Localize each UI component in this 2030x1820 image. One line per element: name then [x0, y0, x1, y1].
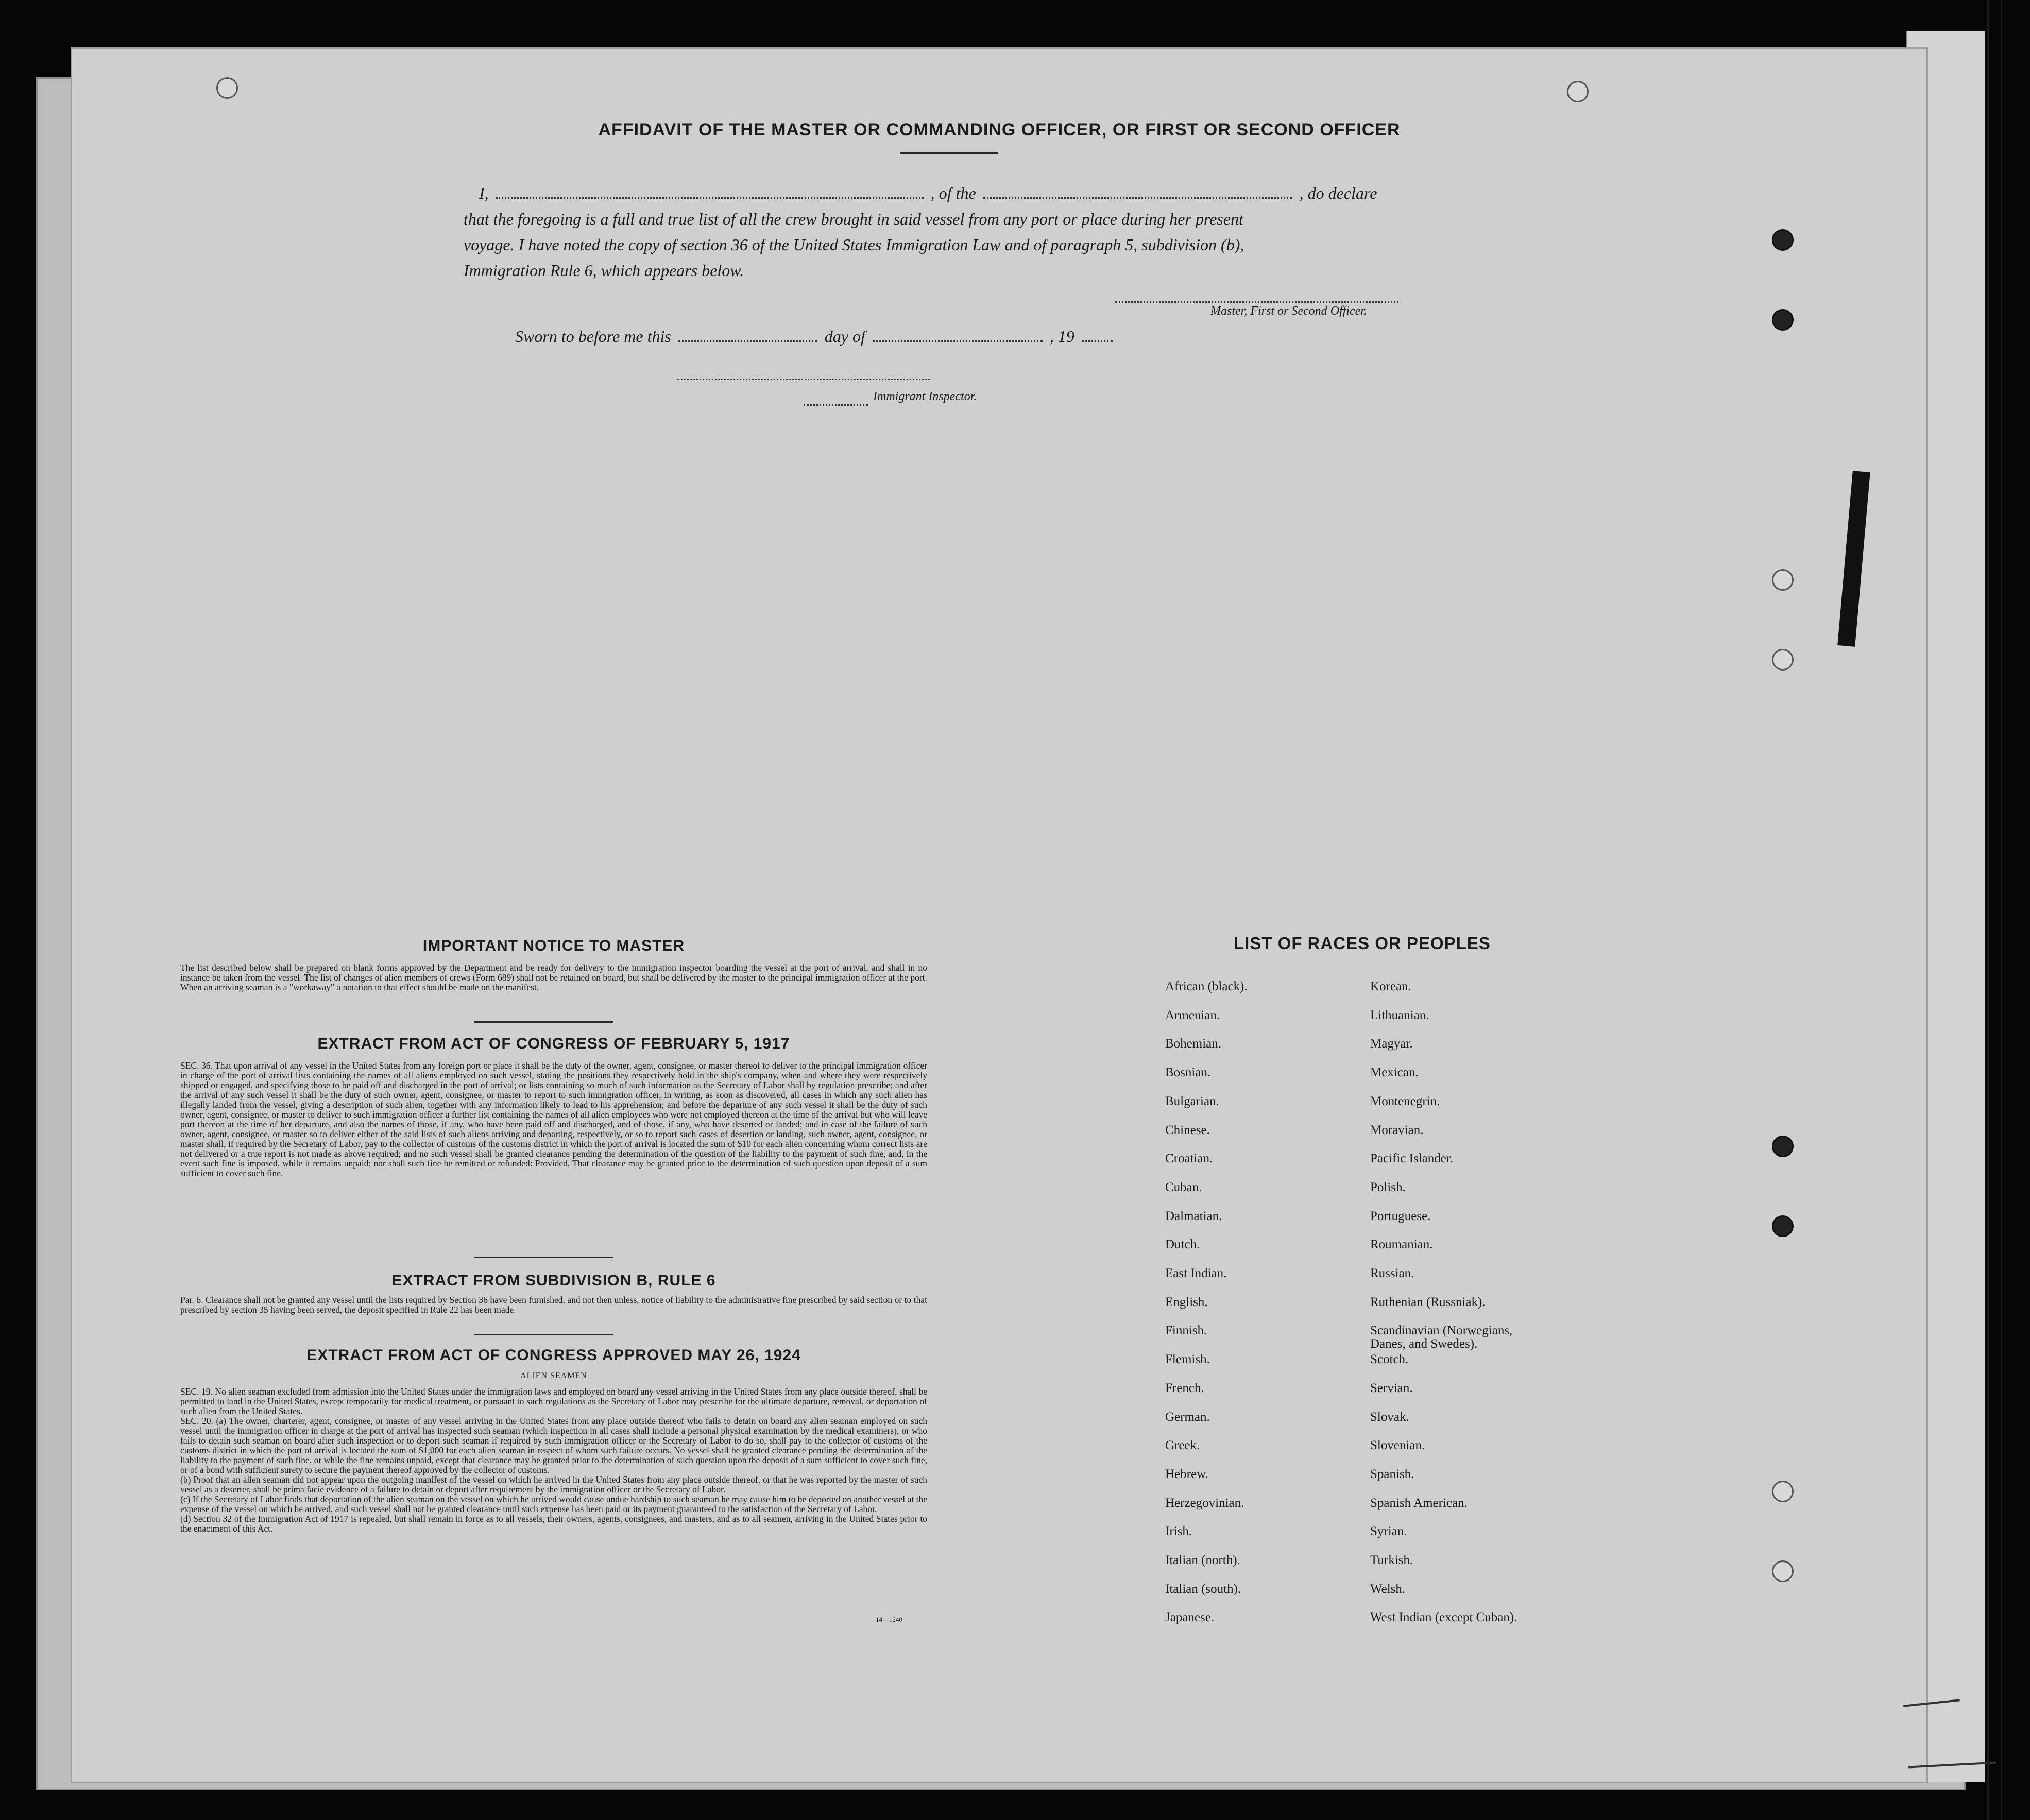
master-signature-label: Master, First or Second Officer. [1210, 304, 1367, 318]
vessel-field[interactable] [983, 185, 1292, 199]
race-item: Moravian. [1370, 1123, 1424, 1137]
punch-hole-icon [1772, 569, 1794, 591]
race-item: Slovenian. [1370, 1438, 1425, 1453]
page-edge [1987, 0, 1989, 1820]
punch-hole-icon [1567, 81, 1589, 102]
declaration-line-3: voyage. I have noted the copy of section 36 of the United States Immigration Law and of paragraph 5, subdivision (b), [464, 235, 1244, 254]
declaration-line-2: that the foregoing is a full and true list of all the crew brought in said vessel from any port or place during her present [464, 210, 1243, 228]
subdivision-body: Par. 6. Clearance shall not be granted any vessel until the lists required by Section 36 have been furnished, and not then unless, notice of liability to the administrative fine prescribed by said section or to that prescribed by section 35 having been served, the deposit specified in Rule 22 has been made. [180, 1295, 927, 1315]
race-item: Portuguese. [1370, 1209, 1431, 1223]
sworn-line: Sworn to before me this day of , 19 [515, 327, 1116, 346]
declaration-line-1: I, , of the , do declare [479, 184, 1377, 202]
inspector-signature-line-2[interactable] [804, 404, 868, 406]
race-item: Scandinavian (Norwegians, Danes, and Swedes). [1370, 1324, 1513, 1351]
section-rule [474, 1334, 613, 1335]
punch-hole-icon [1772, 309, 1794, 331]
extract-1924-body: SEC. 19. No alien seaman excluded from admission into the United States under the immigration laws and employed on board any vessel arriving in the United States from any place outside thereof, shall be permitted to land in the United States, except temporarily for medical treatment, or pursuant to such regulations as the Secretary of Labor may prescribe for the ultimate departure, removal, or deportation of such alien from the United States. SEC. 20. (a) The owner, charterer, agent, consignee, or master of any vessel arriving in the United States from any place outside thereof who fails to detain on board any alien seaman employed on such vessel until the immigration officer in charge at the port of arrival has inspected such seaman (which inspection in all cases shall include a personal physical examination by the medical examiners), or who fails to detain such seaman on board after such inspection or to deport such seaman if required by such immigration officer or the Secretary of Labor to do so, shall pay to the collector of customs of the customs district in which the port of arrival is located the sum of $1,000 for each alien seaman in respect of whom such failure occurs. No vessel shall be granted clearance pending the determination of the liability to the payment of such fine, or while the fine remains unpaid, except that clearance may be granted prior to the determination of such question upon the deposit of a sum sufficient to cover such fine, or of a bond with sufficient surety to secure the payment thereof approved by the collector of customs. (b) Proof that an alien seaman did not appear upon the outgoing manifest of the vessel on which he arrived in the United States from any place outside thereof, or that he was reported by the master of such vessel as a deserter, shall be prima facie evidence of a failure to detain or deport after requirement by the immigration officer or the Secretary of Labor. (c) If the Secretary of Labor finds that deportation of the alien seaman on the vessel on which he arrived would cause undue hardship to such seaman he may cause him to be deported on another vessel at the expense of the vessel on which he arrived, and such vessel shall not be granted clearance until such expense has been paid or its payment guaranteed to the satisfaction of the Secretary of Labor. (d) Section 32 of the Immigration Act of 1917 is repealed, but shall remain in force as to all vessels, their owners, agents, consignees, and masters, and as to all seamen, arriving in the United States prior to the enactment of this Act. [180, 1386, 927, 1534]
race-item: Servian. [1370, 1381, 1413, 1395]
punch-hole-icon [216, 77, 238, 99]
race-item: Bosnian. [1165, 1066, 1211, 1080]
affidavit-title: AFFIDAVIT OF THE MASTER OR COMMANDING OFFICER, OR FIRST OR SECOND OFFICER [598, 120, 1401, 140]
race-item: Ruthenian (Russniak). [1370, 1295, 1486, 1309]
race-item: Italian (north). [1165, 1553, 1240, 1567]
notice-body: The list described below shall be prepared on blank forms approved by the Department and be ready for delivery to the immigration inspector boarding the vessel at the port of arrival, and shall in no instance be taken from the vessel. The list of changes of alien members of crews (Form 689) shall not be retained on board, but shall be delivered by the master to the principal immigration officer at the port. When an arriving seaman is a "workaway" a notation to that effect should be made on the manifest. [180, 963, 927, 992]
notice-title: IMPORTANT NOTICE TO MASTER [422, 937, 685, 954]
sworn-month-field[interactable] [873, 328, 1043, 342]
race-item: Greek. [1165, 1438, 1200, 1453]
race-item: Magyar. [1370, 1037, 1413, 1051]
race-item: Herzegovinian. [1165, 1496, 1244, 1510]
extract-1917-body: SEC. 36. That upon arrival of any vessel in the United States from any foreign port or place it shall be the duty of the owner, agent, consignee, or master thereof to deliver to the principal immigration officer in charge of the port of arrival lists containing the names of all aliens employed on such vessel, stating the positions they respectively hold in the ship's company, when and where they were respectively shipped or engaged, and specifying those to be paid off and discharged in the port of arrival; or lists containing so much of such information as the Secretary of Labor shall by regulation prescribe; and after the arrival of any such vessel it shall be the duty of such owner, agent, consignee, or master to report to such immigration officer, in writing, as soon as discovered, all cases in which any such alien has illegally landed from the vessel, giving a description of such alien, together with any information likely to lead to his apprehension; and before the departure of any such vessel it shall be the duty of such owner, agent, consignee, or master to deliver to such immigration officer a further list containing the names of all alien employees who were not employed thereon at the time of the arrival but who will leave port thereon at the time of her departure, and also the names of those, if any, who have been paid off and discharged, and of those, if any, who have deserted or landed; and in case of the failure of such owner, agent, consignee, or master so to deliver either of the said lists of such aliens arriving and departing, respectively, or so to report such cases of desertion or landing, such owner, agent, consignee, or master shall, if required by the Secretary of Labor, pay to the collector of customs of the customs district in which the port of arrival is located the sum of $10 for each alien concerning whom correct lists are not delivered or a true report is not made as above required; and no such vessel shall be granted clearance pending the determination of the question of the liability to the payment of such fine, and, in the event such fine is imposed, while it remains unpaid; nor shall such fine be remitted or refunded: Provided, That clearance may be granted prior to the determination of such question upon deposit of a sum sufficient to cover such fine. [180, 1060, 927, 1178]
race-item: West Indian (except Cuban). [1370, 1610, 1517, 1625]
punch-hole-icon [1772, 1136, 1794, 1157]
race-item: Chinese. [1165, 1123, 1210, 1137]
race-item: Korean. [1370, 980, 1411, 993]
race-item: Dutch. [1165, 1238, 1200, 1252]
race-item: Scotch. [1370, 1352, 1409, 1367]
race-item: Turkish. [1370, 1553, 1413, 1567]
race-item: Bulgarian. [1165, 1094, 1219, 1108]
race-item: Finnish. [1165, 1324, 1207, 1338]
section-rule [474, 1257, 613, 1258]
race-item: Spanish American. [1370, 1496, 1468, 1510]
race-item: Bohemian. [1165, 1037, 1222, 1051]
sworn-year-field[interactable] [1082, 328, 1113, 342]
race-item: Russian. [1370, 1266, 1414, 1280]
race-item: Japanese. [1165, 1610, 1215, 1625]
race-item: Armenian. [1165, 1008, 1220, 1022]
race-item: Syrian. [1370, 1524, 1407, 1539]
race-item: African (black). [1165, 980, 1248, 993]
form-page [72, 49, 1926, 1782]
race-item: Dalmatian. [1165, 1209, 1222, 1223]
race-item: English. [1165, 1295, 1208, 1309]
master-signature-line[interactable] [1115, 301, 1398, 303]
punch-hole-icon [1772, 649, 1794, 671]
race-item: Polish. [1370, 1180, 1406, 1194]
extract-1924-title: EXTRACT FROM ACT OF CONGRESS APPROVED MAY 26, 1924 [306, 1347, 801, 1364]
races-title: LIST OF RACES OR PEOPLES [1234, 934, 1491, 953]
extract-1917-title: EXTRACT FROM ACT OF CONGRESS OF FEBRUARY 5, 1917 [317, 1035, 790, 1052]
name-field[interactable] [496, 185, 924, 199]
sworn-day-field[interactable] [678, 328, 817, 342]
race-item: Roumanian. [1370, 1238, 1433, 1252]
ink-mark [1837, 471, 1870, 647]
page-edge [2001, 0, 2002, 1820]
race-item: Pacific Islander. [1370, 1152, 1454, 1166]
race-item: Lithuanian. [1370, 1008, 1429, 1022]
race-item: Slovak. [1370, 1410, 1409, 1424]
race-item: Hebrew. [1165, 1467, 1208, 1481]
declaration-line-4: Immigration Rule 6, which appears below. [464, 261, 744, 280]
punch-hole-icon [1772, 229, 1794, 251]
race-item: French. [1165, 1381, 1204, 1395]
punch-hole-icon [1772, 1560, 1794, 1582]
race-item: Croatian. [1165, 1152, 1213, 1166]
punch-hole-icon [1772, 1215, 1794, 1237]
punch-hole-icon [1772, 1481, 1794, 1502]
extract-1924-subtitle: ALIEN SEAMEN [520, 1371, 587, 1380]
race-item: Flemish. [1165, 1352, 1210, 1367]
subdivision-title: EXTRACT FROM SUBDIVISION B, RULE 6 [391, 1272, 716, 1289]
race-item: Welsh. [1370, 1582, 1406, 1596]
race-item: Italian (south). [1165, 1582, 1241, 1596]
race-item: Spanish. [1370, 1467, 1414, 1481]
race-item: Irish. [1165, 1524, 1192, 1539]
title-rule [900, 152, 998, 154]
race-item: German. [1165, 1410, 1210, 1424]
race-item: Mexican. [1370, 1066, 1419, 1080]
inspector-signature-line[interactable] [677, 379, 930, 380]
form-number: 14—1240 [876, 1616, 902, 1623]
inspector-label: Immigrant Inspector. [873, 390, 977, 403]
race-item: Cuban. [1165, 1180, 1202, 1194]
section-rule [474, 1021, 613, 1023]
race-item: Montenegrin. [1370, 1094, 1440, 1108]
race-item: East Indian. [1165, 1266, 1227, 1280]
